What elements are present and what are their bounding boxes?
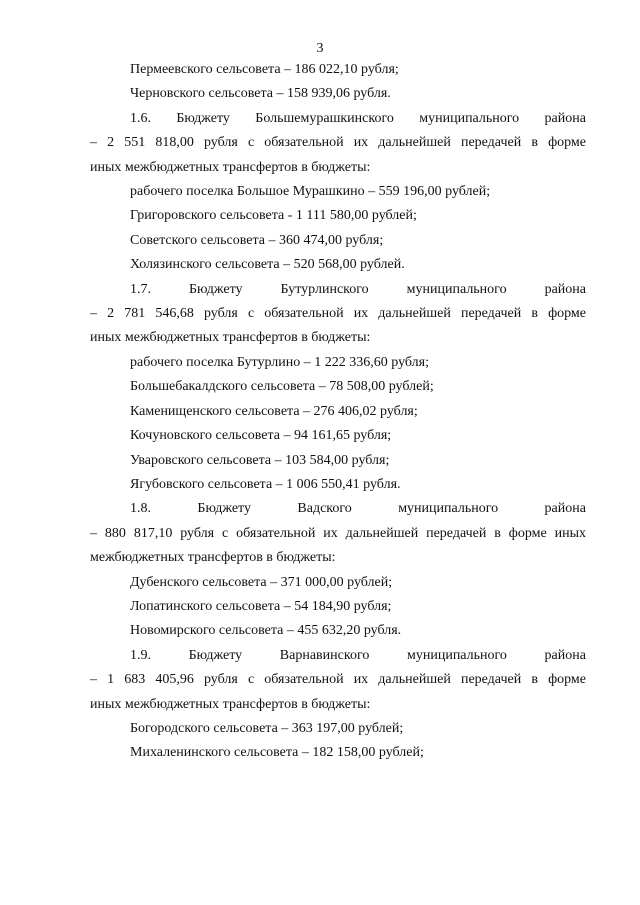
- list-item: Пермеевского сельсовета – 186 022,10 рубля;: [130, 62, 399, 77]
- heading-word: муниципального: [398, 501, 499, 517]
- list-item: Дубенского сельсовета – 371 000,00 рублей;: [130, 574, 393, 590]
- list-item: Ягубовского сельсовета – 1 006 550,41 рубля.: [130, 476, 401, 492]
- list-item: Кочуновского сельсовета – 94 161,65 рубля;: [130, 428, 392, 444]
- section-number: 1.8.: [130, 501, 151, 517]
- heading-word: Большемурашкинского: [255, 110, 394, 126]
- heading-word: муниципального: [406, 647, 507, 663]
- paragraph-line: иных межбюджетных трансфертов в бюджеты:: [90, 696, 371, 712]
- paragraph-line: межбюджетных трансфертов в бюджеты:: [90, 550, 336, 566]
- heading-word: Бюджету: [189, 281, 243, 297]
- paragraph-line: – 2 781 546,68 рубля с обязательной их дальнейшей передачей в форме: [90, 306, 586, 322]
- list-item: Лопатинского сельсовета – 54 184,90 рубля;: [130, 598, 392, 614]
- heading-word: Вадского: [297, 501, 352, 517]
- list-item: Уваровского сельсовета – 103 584,00 рубля;: [130, 452, 390, 468]
- paragraph-line: – 880 817,10 рубля с обязательной их дальнейшей передачей в форме иных: [90, 525, 586, 541]
- section-heading-line: [90, 644, 586, 668]
- list-item: Новомирского сельсовета – 455 632,20 рубля.: [130, 623, 402, 639]
- paragraph-line: иных межбюджетных трансфертов в бюджеты:: [90, 159, 371, 175]
- list-item: Большебакалдского сельсовета – 78 508,00 рублей;: [130, 379, 434, 395]
- heading-word: муниципального: [406, 281, 507, 297]
- heading-word: Бюджету: [176, 110, 230, 126]
- section-heading-line: [90, 278, 586, 302]
- document-body: [90, 58, 586, 766]
- list-item: Богородского сельсовета – 363 197,00 рублей;: [130, 720, 404, 736]
- heading-word: Бюджету: [188, 647, 243, 663]
- heading-word: Бутурлинского: [280, 281, 369, 297]
- heading-word: района: [544, 501, 586, 517]
- section-heading-line: [90, 497, 586, 521]
- heading-word: района: [544, 110, 586, 126]
- list-item: Советского сельсовета – 360 474,00 рубля;: [130, 232, 384, 248]
- list-item: рабочего поселка Большое Мурашкино – 559 196,00 рублей;: [130, 184, 491, 200]
- section-number: 1.9.: [130, 647, 151, 663]
- list-item: Михаленинского сельсовета – 182 158,00 рублей;: [130, 745, 424, 761]
- heading-word: муниципального: [419, 110, 520, 126]
- list-item: Каменищенского сельсовета – 276 406,02 рубля;: [130, 403, 418, 419]
- heading-word: района: [544, 281, 586, 297]
- list-item: рабочего поселка Бутурлино – 1 222 336,60 рубля;: [130, 354, 429, 370]
- section-number: 1.7.: [130, 281, 151, 297]
- list-item: Черновского сельсовета – 158 939,06 рубля.: [130, 86, 391, 102]
- page-number: 3: [316, 41, 324, 56]
- heading-word: района: [544, 647, 586, 663]
- section-heading-line: [90, 107, 586, 131]
- paragraph-line: – 1 683 405,96 рубля с обязательной их дальнейшей передачей в форме: [90, 672, 586, 688]
- paragraph-line: – 2 551 818,00 рубля с обязательной их дальнейшей передачей в форме: [90, 135, 586, 151]
- section-number: 1.6.: [130, 110, 151, 126]
- paragraph-line: иных межбюджетных трансфертов в бюджеты:: [90, 330, 371, 346]
- list-item: Григоровского сельсовета - 1 111 580,00 рублей;: [130, 208, 417, 224]
- heading-word: Варнавинского: [279, 647, 370, 663]
- heading-word: Бюджету: [197, 501, 251, 517]
- list-item: Холязинского сельсовета – 520 568,00 рублей.: [130, 257, 405, 273]
